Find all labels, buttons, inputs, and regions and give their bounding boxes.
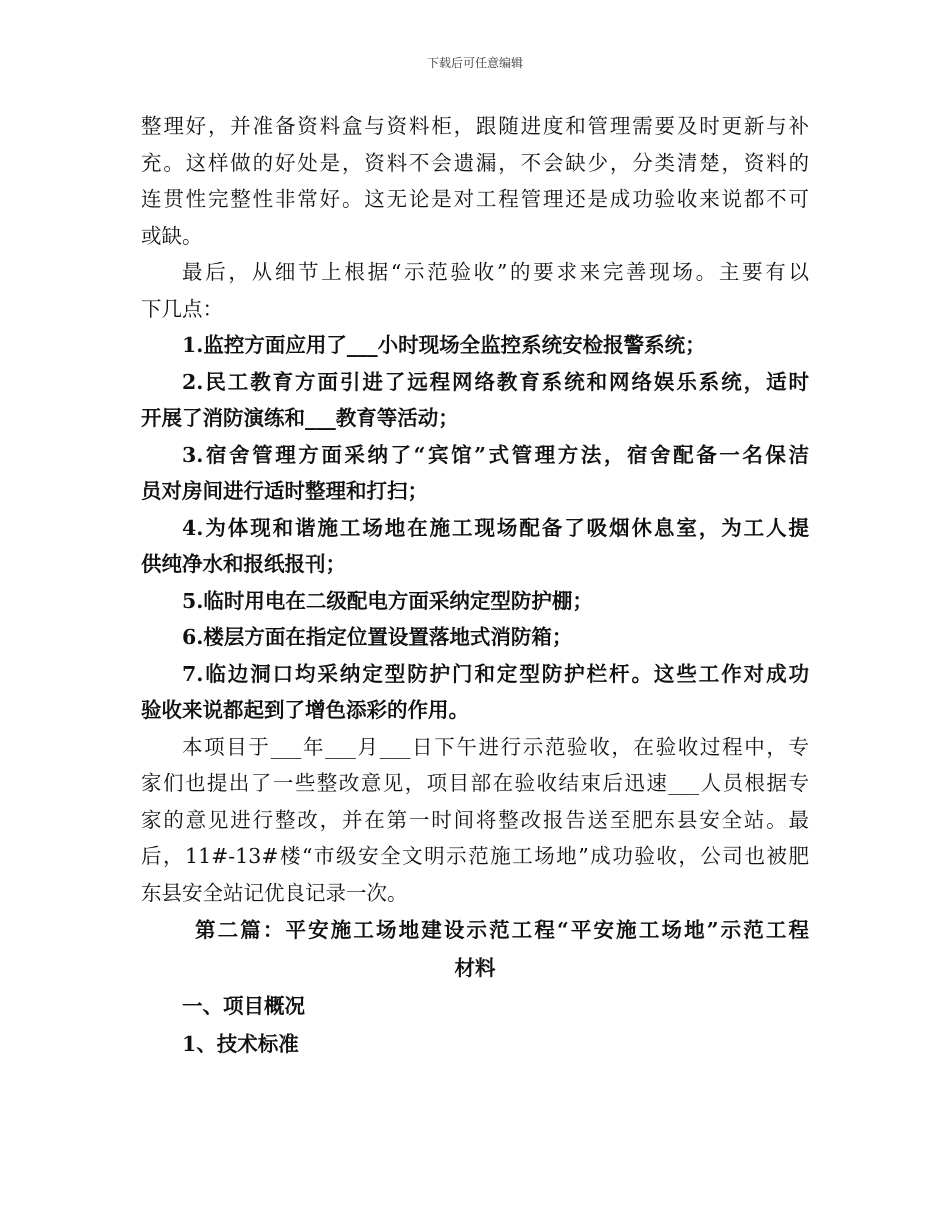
body-line: 东县安全站记优良记录一次。 (141, 880, 408, 905)
section-heading-continued: 材料 (454, 956, 496, 980)
list-item: 4.为体现和谐施工场地在施工现场配备了吸烟休息室，为工人提 (182, 515, 809, 540)
list-item: 2.民工教育方面引进了远程网络教育系统和网络娱乐系统，适时 (182, 369, 809, 394)
subheading: 一、项目概况 (182, 994, 305, 1018)
list-item: 1.监控方面应用了___小时现场全监控系统安检报警系统； (182, 333, 706, 357)
section-heading: 第二篇：平安施工场地建设示范工程“平安施工场地”示范工程 (195, 918, 809, 942)
page-header: 下载后可任意编辑 (426, 56, 523, 70)
body-line: 整理好，并准备资料盒与资料柜，跟随进度和管理需要及时更新与补 (141, 114, 809, 138)
subheading: 1、技术标准 (182, 1032, 299, 1056)
body-line: 家的意见进行整改，并在第一时间将整改报告送至肥东县安全站。最 (141, 807, 809, 832)
body-line: 下几点： (141, 296, 223, 321)
body-line: 连贯性完整性非常好。这无论是对工程管理还是成功验收来说都不可 (141, 187, 809, 211)
list-item: 3.宿舍管理方面采纳了“宾馆”式管理方法，宿舍配备一名保洁 (182, 442, 809, 467)
body-line: 最后，从细节上根据“示范验收”的要求来完善现场。主要有以 (182, 260, 809, 284)
body-line: 本项目于___年___月___日下午进行示范验收，在验收过程中，专 (182, 734, 809, 759)
body-line: 或缺。 (141, 223, 203, 248)
list-item: 开展了消防演练和___教育等活动； (141, 406, 459, 430)
document-body (141, 108, 809, 1063)
body-line: 充。这样做的好处是，资料不会遗漏，不会缺少，分类清楚，资料的 (141, 150, 809, 175)
list-item: 7.临边洞口均采纳定型防护门和定型防护栏杆。这些工作对成功 (182, 661, 809, 686)
list-item: 5.临时用电在二级配电方面采纳定型防护棚； (182, 588, 593, 613)
body-line: 家们也提出了一些整改意见，项目部在验收结束后迅速___人员根据专 (141, 771, 809, 795)
list-item: 供纯净水和报纸报刊； (141, 552, 346, 576)
list-item: 员对房间进行适时整理和打扫； (141, 479, 428, 503)
body-line: 后，11#-13#楼“市级安全文明示范施工场地”成功验收，公司也被肥 (141, 844, 809, 868)
list-item: 验收来说都起到了增色添彩的作用。 (141, 698, 469, 722)
list-item: 6.楼层方面在指定位置设置落地式消防箱； (182, 625, 573, 649)
